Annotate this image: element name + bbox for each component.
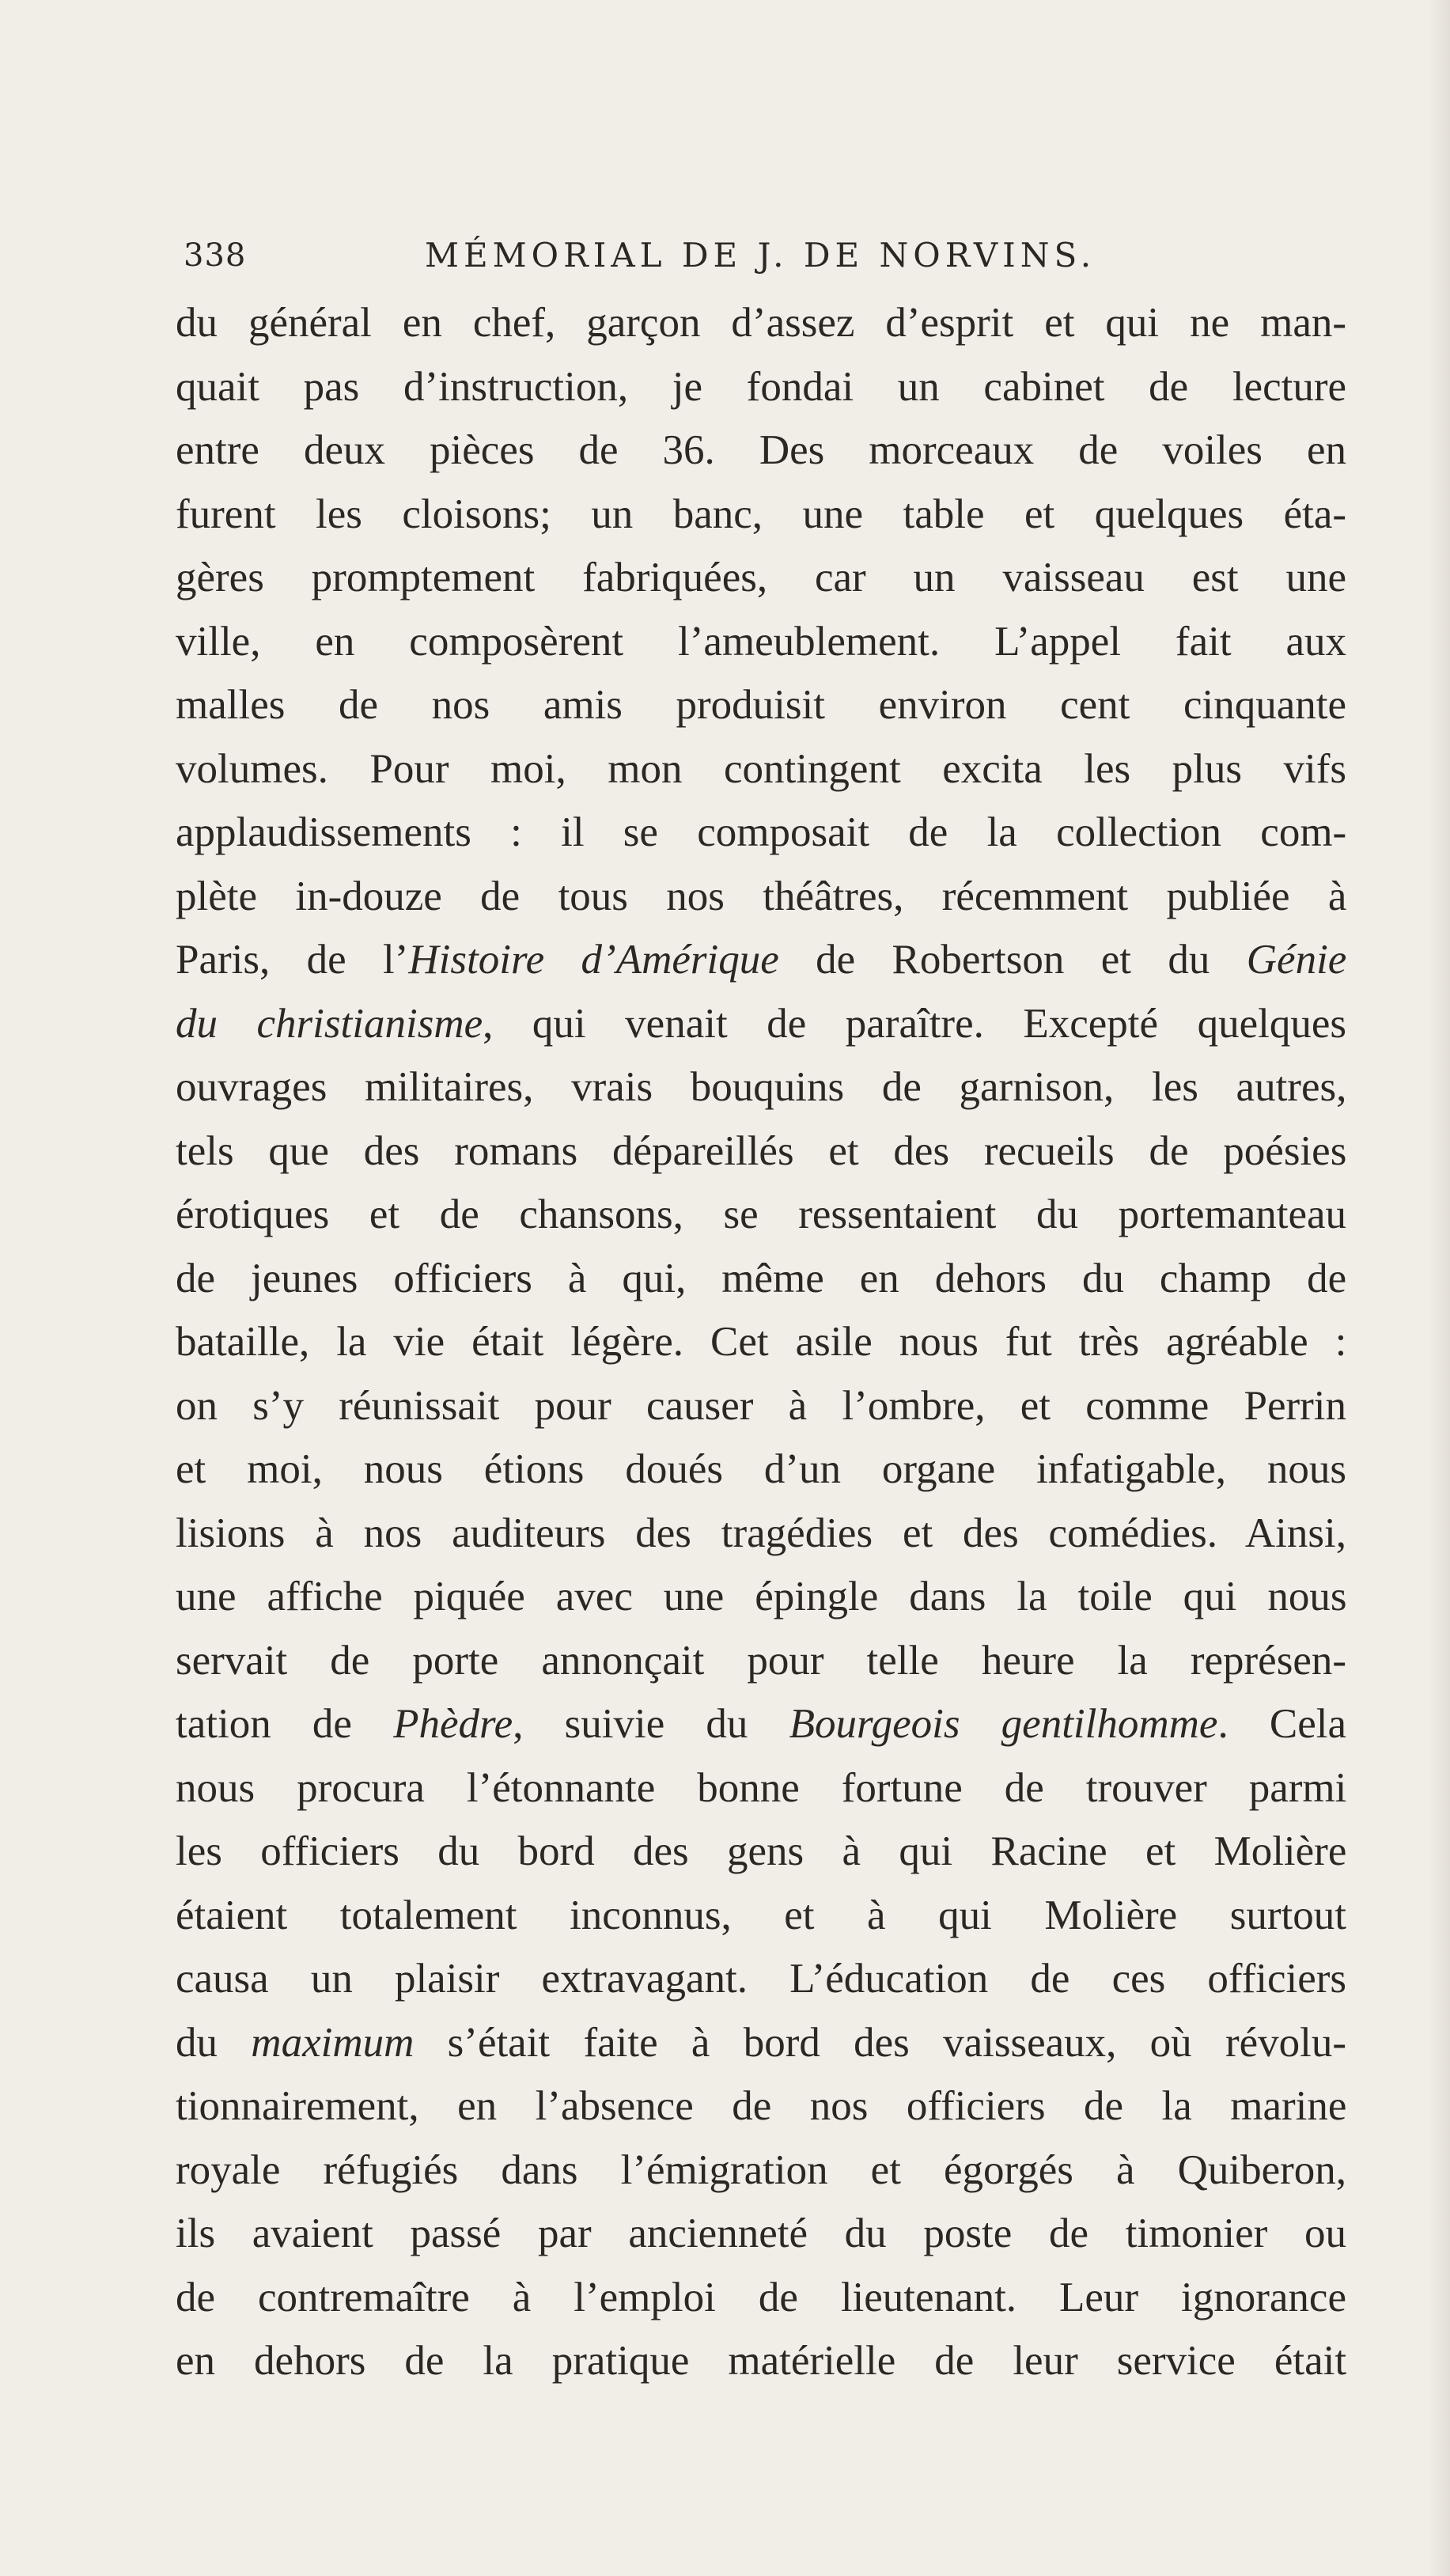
text-line: [176, 1820, 1346, 1884]
italic-text-segment: du christianisme: [176, 1000, 483, 1047]
body-text: [176, 291, 1346, 2393]
text-segment: tation de: [176, 1701, 394, 1747]
page-edge-shadow: [1428, 0, 1450, 2576]
text-segment: une affiche piquée avec une épingle dans la toile qui nous: [176, 1574, 1347, 1619]
text-line: [176, 1119, 1346, 1184]
text-line: [176, 483, 1346, 547]
text-segment: ils avaient passé par ancienneté du poste de timonier ou: [176, 2210, 1346, 2256]
text-segment: ville, en composèrent l’ameublement. L’appel fait aux: [176, 618, 1346, 665]
text-segment: , suivie du: [513, 1701, 789, 1747]
text-line: [176, 865, 1346, 929]
text-line: [176, 291, 1346, 355]
text-segment: applaudissements : il se composait de la collection com-: [176, 809, 1347, 855]
text-line: [176, 1055, 1346, 1119]
text-segment: . Cela: [1217, 1701, 1347, 1747]
text-segment: de contremaître à l’emploi de lieutenant. Leur ignorance: [176, 2274, 1346, 2320]
text-line: [176, 1692, 1346, 1756]
text-line: [176, 2138, 1346, 2203]
text-line: [176, 992, 1346, 1056]
text-segment: entre deux pièces de 36. Des morceaux de voiles en: [176, 427, 1346, 473]
page-header: [184, 215, 1346, 302]
text-line: [176, 419, 1346, 483]
text-line: [176, 1374, 1346, 1438]
text-segment: , qui venait de paraître. Excepté quelques: [483, 1000, 1346, 1047]
text-line: [176, 1629, 1346, 1693]
text-line: [176, 1183, 1346, 1247]
text-line: [176, 801, 1346, 865]
text-segment: en dehors de la pratique matérielle de leur service était: [176, 2338, 1347, 2384]
text-segment: furent les cloisons; un banc, une table et quelques éta-: [176, 491, 1347, 537]
text-line: [176, 1756, 1346, 1820]
italic-text-segment: Histoire d’Amérique: [408, 937, 779, 983]
text-line: [176, 1884, 1346, 1948]
italic-text-segment: Génie: [1246, 937, 1347, 983]
italic-text-segment: Phèdre: [393, 1701, 513, 1747]
text-segment: du: [176, 2019, 252, 2066]
text-segment: plète in-douze de tous nos théâtres, récemment publiée à: [176, 873, 1347, 919]
text-line: [176, 1502, 1346, 1566]
text-segment: du général en chef, garçon d’assez d’esprit et qui ne man-: [176, 300, 1346, 346]
text-segment: ouvrages militaires, vrais bouquins de garnison, les autres,: [176, 1064, 1347, 1110]
text-segment: tels que des romans dépareillés et des recueils de poésies: [176, 1127, 1347, 1174]
text-segment: et moi, nous étions doués d’un organe infatigable, nous: [176, 1446, 1346, 1492]
page-number: 338: [184, 237, 247, 274]
text-line: [176, 355, 1346, 419]
text-line: [176, 737, 1346, 801]
text-segment: malles de nos amis produisit environ cent cinquante: [176, 682, 1346, 728]
text-line: [176, 2202, 1346, 2266]
text-segment: tionnairement, en l’absence de nos officiers de la marine: [176, 2083, 1347, 2129]
text-segment: on s’y réunissait pour causer à l’ombre, et comme Perrin: [176, 1382, 1346, 1429]
text-line: [176, 2011, 1346, 2075]
italic-text-segment: maximum: [251, 2019, 415, 2066]
text-segment: lisions à nos auditeurs des tragédies et des comédies. Ainsi,: [176, 1510, 1346, 1556]
text-line: [176, 1438, 1346, 1502]
text-line: [176, 1565, 1346, 1629]
text-segment: bataille, la vie était légère. Cet asile nous fut très agréable :: [176, 1319, 1347, 1365]
text-segment: servait de porte annonçait pour telle heure la représen-: [176, 1637, 1346, 1684]
text-segment: gères promptement fabriquées, car un vaisseau est une: [176, 555, 1346, 600]
text-line: [176, 673, 1346, 737]
text-segment: étaient totalement inconnus, et à qui Molière surtout: [176, 1892, 1346, 1938]
text-segment: les officiers du bord des gens à qui Racine et Molière: [176, 1828, 1347, 1874]
text-segment: quait pas d’instruction, je fondai un cabinet de lecture: [176, 363, 1346, 410]
text-line: [176, 2074, 1346, 2138]
text-line: [176, 1247, 1346, 1311]
text-segment: royale réfugiés dans l’émigration et égorgés à Quiberon,: [176, 2146, 1347, 2193]
text-line: [176, 1310, 1346, 1374]
text-line: [176, 928, 1346, 992]
text-segment: volumes. Pour moi, mon contingent excita les plus vifs: [176, 745, 1346, 792]
text-line: [176, 2329, 1346, 2393]
text-segment: nous procura l’étonnante bonne fortune de trouver parmi: [176, 1764, 1347, 1811]
text-line: [176, 610, 1346, 674]
text-segment: Paris, de l’: [176, 937, 409, 983]
text-line: [176, 546, 1346, 610]
text-line: [176, 2266, 1346, 2330]
text-segment: de Robertson et du: [778, 937, 1247, 983]
running-title: MÉMORIAL DE J. DE NORVINS.: [425, 236, 1096, 275]
text-line: [176, 1947, 1346, 2011]
text-segment: érotiques et de chansons, se ressentaient du portemanteau: [176, 1191, 1346, 1237]
text-segment: de jeunes officiers à qui, même en dehors du champ de: [176, 1255, 1347, 1301]
text-segment: s’était faite à bord des vaisseaux, où révolu-: [414, 2019, 1346, 2066]
text-segment: causa un plaisir extravagant. L’éducation de ces officiers: [176, 1956, 1346, 2002]
italic-text-segment: Bourgeois gentilhomme: [789, 1701, 1218, 1747]
